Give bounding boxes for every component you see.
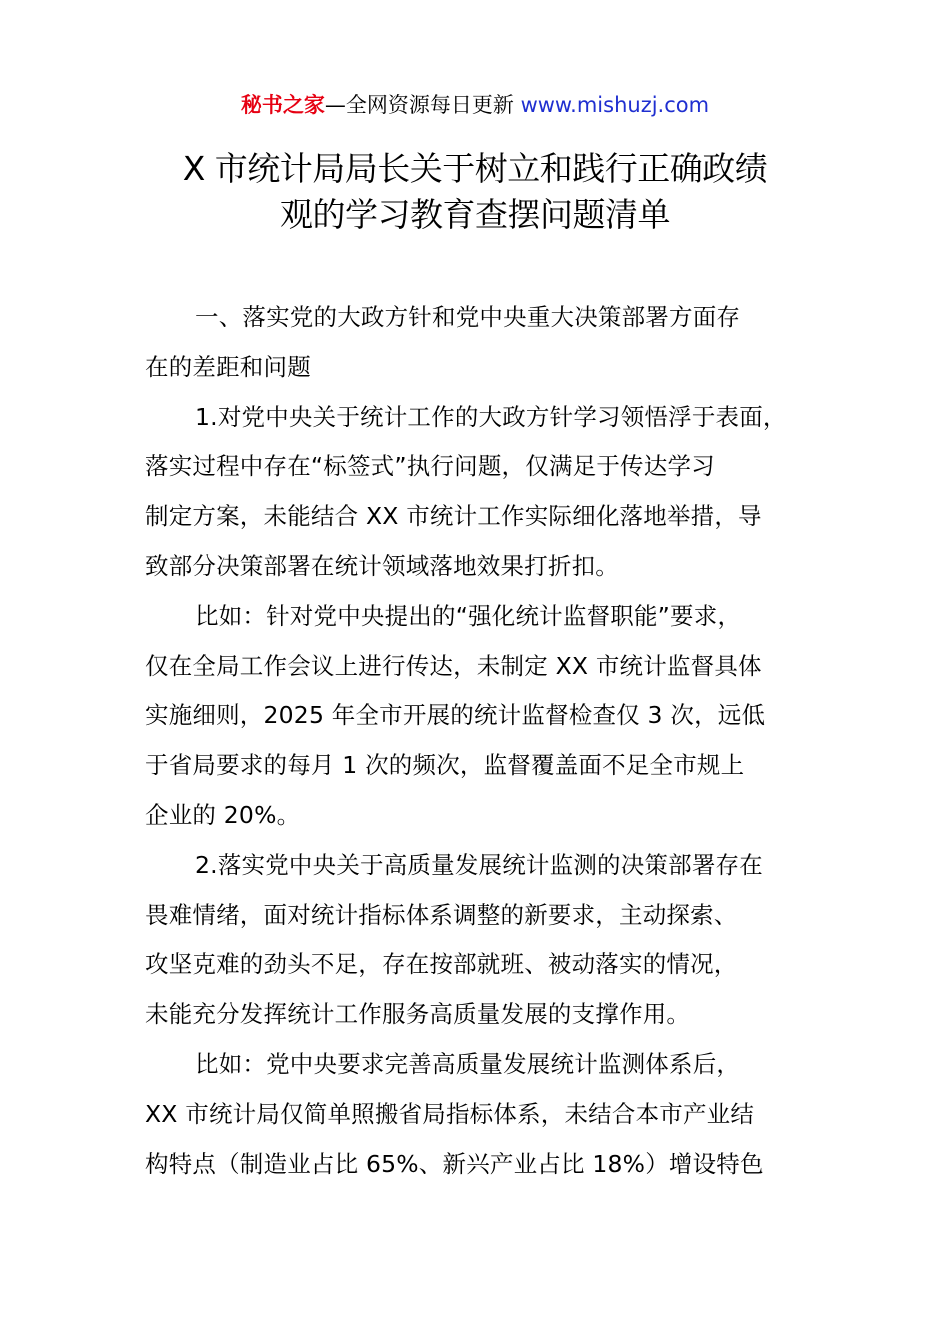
- text-line: 1.对党中央关于统计工作的大政方针学习领悟浮于表面，: [195, 402, 787, 431]
- paragraph-example-2: [145, 1040, 845, 1189]
- paragraph-item-1: [145, 393, 845, 592]
- text-line: 构特点（制造业占比 65%、新兴产业占比 18%）增设特色: [145, 1149, 764, 1178]
- text-line: 比如：针对党中央提出的“强化统计监督职能”要求，: [195, 601, 742, 630]
- title-line-2: 观的学习教育查摆问题清单: [280, 195, 670, 234]
- text-line: 于省局要求的每月 1 次的频次，监督覆盖面不足全市规上: [145, 751, 745, 780]
- brand-name: 秘书之家: [240, 93, 325, 117]
- text-line: 仅在全局工作会议上进行传达，未制定 XX 市统计监督具体: [145, 651, 762, 680]
- text-line: 攻坚克难的劲头不足，存在按部就班、被动落实的情况，: [145, 950, 738, 979]
- document-body: [145, 293, 845, 1189]
- text-line: 畏难情绪，面对统计指标体系调整的新要求，主动探索、: [145, 900, 738, 929]
- section-heading-1: [145, 293, 845, 393]
- text-line: 制定方案，未能结合 XX 市统计工作实际细化落地举措，导: [145, 502, 762, 531]
- site-url-link[interactable]: www.mishuzj.com: [520, 93, 710, 117]
- text-line: 落实过程中存在“标签式”执行问题，仅满足于传达学习: [145, 452, 715, 481]
- site-header: [0, 88, 950, 122]
- text-line: 在的差距和问题: [145, 352, 311, 381]
- paragraph-item-2: [145, 841, 845, 1040]
- document-title: [100, 146, 850, 238]
- header-slogan: —全网资源每日更新: [324, 93, 521, 117]
- paragraph-example-1: [145, 592, 845, 841]
- text-line: 比如：党中央要求完善高质量发展统计监测体系后，: [195, 1049, 741, 1078]
- text-line: 2.落实党中央关于高质量发展统计监测的决策部署存在: [195, 850, 763, 879]
- text-line: 企业的 20%。: [145, 800, 301, 829]
- text-line: XX 市统计局仅简单照搬省局指标体系，未结合本市产业结: [145, 1099, 755, 1128]
- text-line: 未能充分发挥统计工作服务高质量发展的支撑作用。: [145, 1000, 691, 1029]
- text-line: 致部分决策部署在统计领域落地效果打折扣。: [145, 551, 619, 580]
- text-line: 一、落实党的大政方针和党中央重大决策部署方面存: [195, 303, 741, 331]
- title-line-1: X 市统计局局长关于树立和践行正确政绩: [182, 149, 768, 188]
- text-line: 实施细则，2025 年全市开展的统计监督检查仅 3 次，远低: [145, 701, 766, 730]
